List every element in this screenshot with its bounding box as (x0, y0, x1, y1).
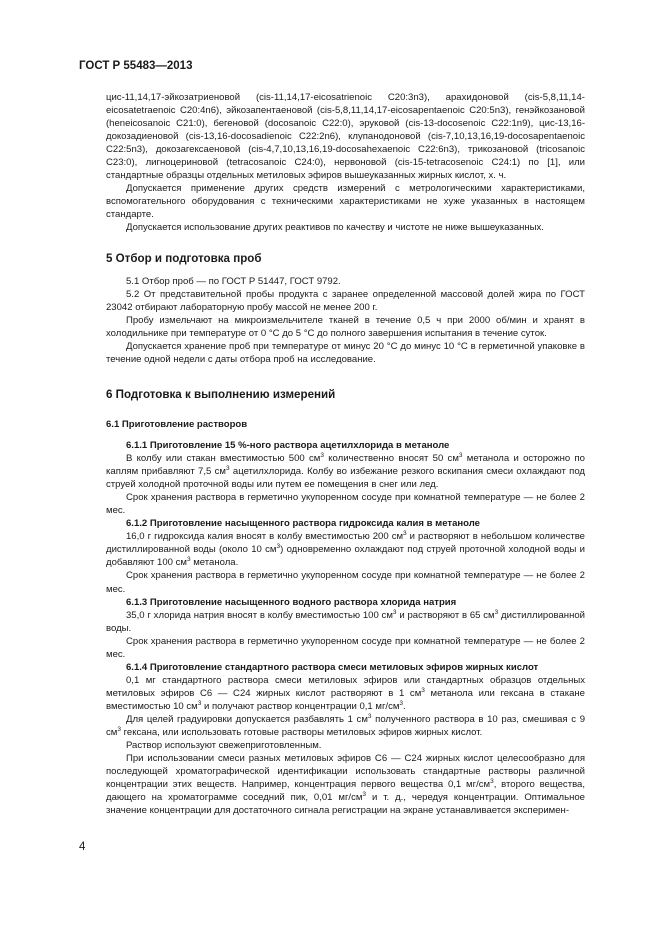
section-6-1-3-paragraph-1: 35,0 г хлорида натрия вносят в колбу вместимостью 100 $см^3$ и растворяют в 65 $см^3$ дистиллированной воды. (106, 608, 585, 634)
document-code-header: ГОСТ Р 55483—2013 (79, 60, 193, 72)
section-5-3: Пробу измельчают на микроизмельчителе тканей в течение 0,5 ч при 2000 об/мин и хранят в холодильнике при температуре от 0 °С до 5 °С до полного завершения испытания в течение суток. (106, 314, 585, 339)
page-body (106, 91, 585, 817)
section-6-1-1-paragraph-1: В колбу или стакан вместимостью 500 $см^3$ количественно вносят 50 $см^3$ метанола и осторожно по каплям прибавляют 7,5 $см^3$ ацетилхлорида. Колбу во избежание резкого вскипания смеси охлаждают под струей холодной проточной воды или путем ее помещения в снег или лед. (106, 451, 585, 491)
section-6-1-4-paragraph-4: При использовании смеси разных метиловых эфиров С6 — С24 жирных кислот целесообразно для последующей хроматографической идентификации использовать стандартные растворы различной концентрации этих веществ. Например, концентрация первого вещества 0,1 $мг/см^3$, второго вещества, дающего на хроматограмме соседний пик, 0,01 $мг/см^3$ и т. д., чередуя концентрации. Оптимальное значение концентрации для достаточного сигнала регистрации на экране устанавливается эксперимен- (106, 753, 585, 817)
section-6-1-4-paragraph-3: Раствор используют свежеприготовленным. (126, 740, 322, 752)
section-6-1-3-paragraph-2: Срок хранения раствора в герметично укупоренном сосуде при комнатной температуре — не более 2 мес. (106, 635, 585, 660)
section-6-1-3-heading: 6.1.3 Приготовление насыщенного водного раствора хлорида натрия (126, 596, 457, 608)
section-6-1-1-heading: 6.1.1 Приготовление 15 %-ного раствора ацетилхлорида в метаноле (126, 439, 450, 451)
intro-paragraph-3: Допускается использование других реактивов по качеству и чистоте не ниже вышеуказанных. (126, 222, 544, 234)
section-6-1-4-paragraph-1: 0,1 мг стандартного раствора смеси метиловых эфиров или стандартных образцов отдельных метиловых эфиров С6 — С24 жирных кислот растворяют в 1 $см^3$ метанола или гексана в стакане вместимостью 10 $см^3$ и получают раствор концентрации 0,1 $мг/см^3$. (106, 674, 585, 712)
intro-paragraph-1: цис-11,14,17-эйкозатриеновой (cis-11,14,17-eicosatrienoic C20:3n3), арахидоновой (cis-5,8,11,14-eicosatetraenoic C20:4n6), эйкозапентаеновой (cis-5,8,11,14,17-eicosapentaenoic C20:5n3), генэйкозановой (heneicosanoic C21:0), бегеновой (docosanoic C22:0), эруковой (cis-13-docosenoic C22:1n9), цис-13,16-докозадиеновой (cis-13,16-docosadienoic C22:2n6), клупанодоновой (cis-7,10,13,16,19-docosapentaenoic C22:5n3), докозагексаеновой (cis-4,7,10,13,16,19-docosahexaenoic C22:6n3), трикозановой (tricosanoic C23:0), лигноцериновой (tetracosanoic C24:0), нервоновой (cis-15-tetracosenoic C24:1) по [1], или стандартные образцы отдельных метиловых эфиров вышеуказанных жирных кислот, х. ч. (106, 92, 585, 182)
section-5-heading: 5 Отбор и подготовка проб (106, 251, 262, 265)
section-6-1-2-paragraph-2: Срок хранения раствора в герметично укупоренном сосуде при комнатной температуре — не более 2 мес. (106, 570, 585, 595)
section-6-1-heading: 6.1 Приготовление растворов (106, 418, 248, 430)
section-6-1-4-paragraph-2: Для целей градуировки допускается разбавлять 1 $см^3$ полученного раствора в 10 раз, смешивая с 9 $см^3$ гексана, или использовать готовые растворы метиловых эфиров жирных кислот. (106, 712, 585, 739)
section-6-1-2-heading: 6.1.2 Приготовление насыщенного раствора гидроксида калия в метаноле (126, 518, 480, 530)
section-6-1-2-paragraph-1: 16,0 г гидроксида калия вносят в колбу вместимостью 200 $см^3$ и растворяют в небольшом количестве дистиллированной воды (около 10 $см^3$) одновременно охлаждают под струей проточной холодной воды и добавляют 100 $см^3$ метанола. (106, 530, 586, 569)
section-6-1-1-paragraph-2: Срок хранения раствора в герметично укупоренном сосуде при комнатной температуре — не более 2 мес. (106, 492, 585, 517)
section-6-1-4-heading: 6.1.4 Приготовление стандартного раствора смеси метиловых эфиров жирных кислот (126, 661, 539, 673)
section-6-heading: 6 Подготовка к выполнению измерений (106, 387, 336, 401)
section-5-2: 5.2 От представительной пробы продукта с заранее определенной массовой долей жира по ГОСТ 23042 отбирают лабораторную пробу массой не менее 200 г. (106, 288, 585, 313)
section-5-1: 5.1 Отбор проб — по ГОСТ Р 51447, ГОСТ 9792. (126, 275, 341, 287)
section-5-4: Допускается хранение проб при температуре от минус 20 °С до минус 10 °С в герметичной упаковке в течение одной недели с даты отбора проб на исследование. (106, 340, 585, 365)
intro-paragraph-2: Допускается применение других средств измерений с метрологическими характеристиками, вспомогательного оборудования с техническими характеристиками не хуже указанных в настоящем стандарте. (106, 183, 585, 221)
page-number: 4 (79, 841, 86, 853)
